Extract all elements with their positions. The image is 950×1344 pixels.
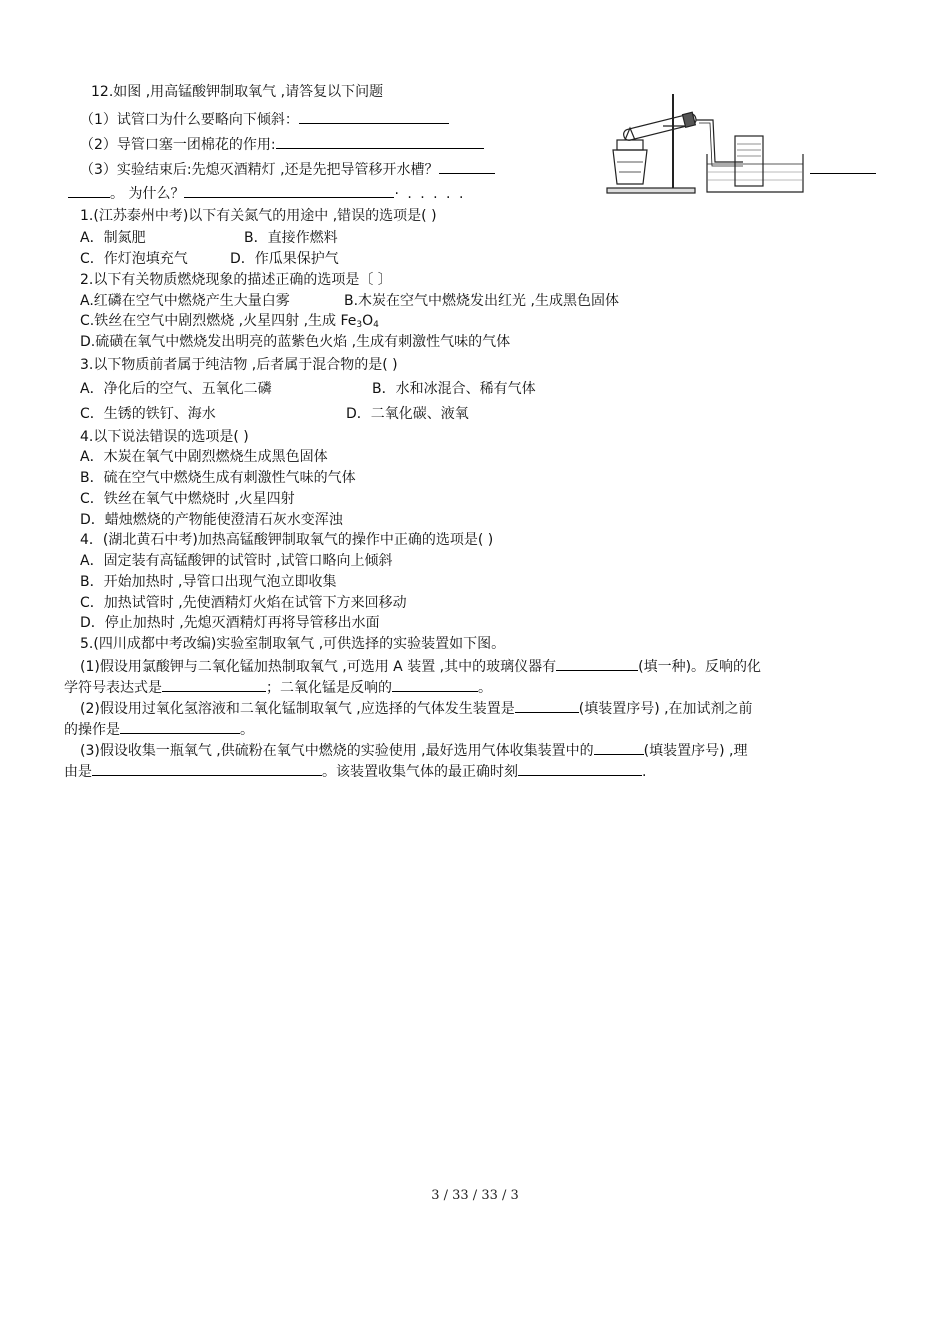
q12-part3-blank-2[interactable]: [68, 182, 110, 198]
q1-stem: 1.(江苏泰州中考)以下有关氮气的用途中 ,错误的选项是( ): [80, 208, 437, 224]
q5-stem: 5.(四川成都中考改编)实验室制取氧气 ,可供选择的实验装置如下图。: [80, 636, 506, 652]
q3-option-a: A．净化后的空气、五氧化二磷: [80, 381, 272, 397]
q12-part3: [80, 158, 495, 180]
q1-option-a: A．制氮肥: [80, 230, 146, 246]
q12-part1-blank[interactable]: [299, 108, 449, 124]
q12-why-blank[interactable]: [184, 182, 394, 198]
q12-dots: · . . . . .: [394, 186, 466, 202]
q12-part3-text: （3）实验结束后:先熄灭酒精灯 ,还是先把导管移开水槽？: [80, 162, 439, 178]
q5-part2-line1: [80, 697, 753, 719]
q5-role-blank[interactable]: [392, 676, 478, 692]
q2-option-c-text: C.铁丝在空气中剧烈燃烧 ,火星四射 ,生成 Fe: [80, 313, 357, 329]
q5-collector-blank[interactable]: [594, 739, 644, 755]
q4a-option-b: B．硫在空气中燃烧生成有刺激性气味的气体: [80, 470, 356, 486]
q12-why-text: 。 为什么？: [110, 186, 185, 202]
q5-equation-blank[interactable]: [162, 676, 266, 692]
apparatus-figure: [603, 92, 808, 197]
q5-p3c: 由是: [64, 764, 92, 780]
q5-p3e: .: [642, 764, 647, 780]
q2-option-b: B.木炭在空气中燃烧发出红光 ,生成黑色固体: [344, 293, 619, 309]
q2-stem: 2.以下有关物质燃烧现象的描述正确的选项是〔 〕: [80, 272, 392, 288]
q12-part2: [80, 133, 484, 155]
q4b-option-d: D．停止加热时 ,先熄灭酒精灯再将导管移出水面: [80, 615, 380, 631]
q12-part2-text: （2）导管口塞一团棉花的作用:: [80, 137, 276, 153]
q5-p1d: ；二氧化锰是反响的: [266, 680, 392, 696]
q5-p3a: (3)假设收集一瓶氧气 ,供硫粉在氧气中燃烧的实验使用 ,最好选用气体收集装置中的: [80, 743, 594, 759]
q4a-option-a: A．木炭在氧气中剧烈燃烧生成黑色固体: [80, 449, 328, 465]
q5-p1c: 学符号表达式是: [64, 680, 162, 696]
stand-base: [607, 188, 695, 193]
alcohol-lamp: [613, 150, 647, 184]
q5-part1-line1: [80, 655, 761, 677]
q5-glass-blank[interactable]: [556, 655, 638, 671]
q12-part2-blank[interactable]: [276, 133, 484, 149]
q5-p3d: 。该装置收集气体的最正确时刻: [322, 764, 518, 780]
q5-p2c: 的操作是: [64, 722, 120, 738]
q5-p2a: (2)假设用过氧化氢溶液和二氧化锰制取氧气 ,应选择的气体发生装置是: [80, 701, 515, 717]
q5-operation-blank[interactable]: [120, 718, 240, 734]
q4b-option-b: B．开始加热时 ,导管口出现气泡立即收集: [80, 574, 337, 590]
q3-option-b: B．水和冰混合、稀有气体: [372, 381, 536, 397]
collection-bottle: [735, 136, 763, 186]
q5-part3-line2: [64, 760, 646, 782]
q5-part3-line1: [80, 739, 747, 761]
q12-part3-blank-cont[interactable]: [810, 158, 876, 174]
q2-option-a: A.红磷在空气中燃烧产生大量白雾: [80, 293, 290, 309]
q5-p3b: (填装置序号) ,理: [643, 743, 748, 759]
q4b-option-c: C．加热试管时 ,先使酒精灯火焰在试管下方来回移动: [80, 595, 407, 611]
q2-fe-sub: 3: [356, 320, 363, 330]
q12-part3-blank[interactable]: [439, 158, 495, 174]
q1-option-b: B．直接作燃料: [244, 230, 338, 246]
q3-option-c: C．生锈的铁钉、海水: [80, 406, 216, 422]
q5-p1b: (填一种)。反响的化: [638, 659, 762, 675]
q4b-stem: 4．(湖北黄石中考)加热高锰酸钾制取氧气的操作中正确的选项是( ): [80, 532, 494, 548]
q5-p1a: (1)假设用氯酸钾与二氧化锰加热制取氧气 ,可选用 A 装置 ,其中的玻璃仪器有: [80, 659, 557, 675]
q5-generator-blank[interactable]: [515, 697, 579, 713]
q12-title: 12.如图 ,用高锰酸钾制取氧气 ,请答复以下问题: [91, 84, 384, 100]
q2-option-d: D.硫磺在氧气中燃烧发出明亮的蓝紫色火焰 ,生成有刺激性气味的气体: [80, 334, 511, 350]
q2-o-symbol: O: [362, 313, 374, 329]
q4b-option-a: A．固定装有高锰酸钾的试管时 ,试管口略向上倾斜: [80, 553, 393, 569]
q4a-option-c: C．铁丝在氧气中燃烧时 ,火星四射: [80, 491, 295, 507]
q12-part1-text: （1）试管口为什么要略向下倾斜：: [80, 112, 299, 128]
q4a-option-d: D．蜡烛燃烧的产物能使澄清石灰水变浑浊: [80, 512, 343, 528]
burner-neck: [617, 140, 643, 150]
q5-p2b: (填装置序号) ,在加试剂之前: [578, 701, 753, 717]
q4a-stem: 4.以下说法错误的选项是( ): [80, 429, 249, 445]
q5-p1e: 。: [478, 680, 492, 696]
q12-part1: [80, 108, 449, 130]
q3-stem: 3.以下物质前者属于纯洁物 ,后者属于混合物的是( ): [80, 357, 398, 373]
q5-part1-line2: [64, 676, 492, 698]
delivery-tube: [696, 120, 743, 162]
q1-option-d: D．作瓜果保护气: [230, 251, 339, 267]
q5-p2d: 。: [240, 722, 254, 738]
page-number: 3 / 33 / 33 / 3: [431, 1188, 519, 1203]
q5-timing-blank[interactable]: [518, 760, 642, 776]
q3-option-d: D．二氧化碳、液氧: [346, 406, 469, 422]
q12-part3-tail: [68, 182, 465, 204]
q2-o-sub: 4: [373, 320, 379, 330]
q5-reason-blank[interactable]: [92, 760, 322, 776]
q12-part3-blank-right: [810, 158, 876, 180]
q1-option-c: C．作灯泡填充气: [80, 251, 188, 267]
q5-part2-line2: [64, 718, 254, 740]
